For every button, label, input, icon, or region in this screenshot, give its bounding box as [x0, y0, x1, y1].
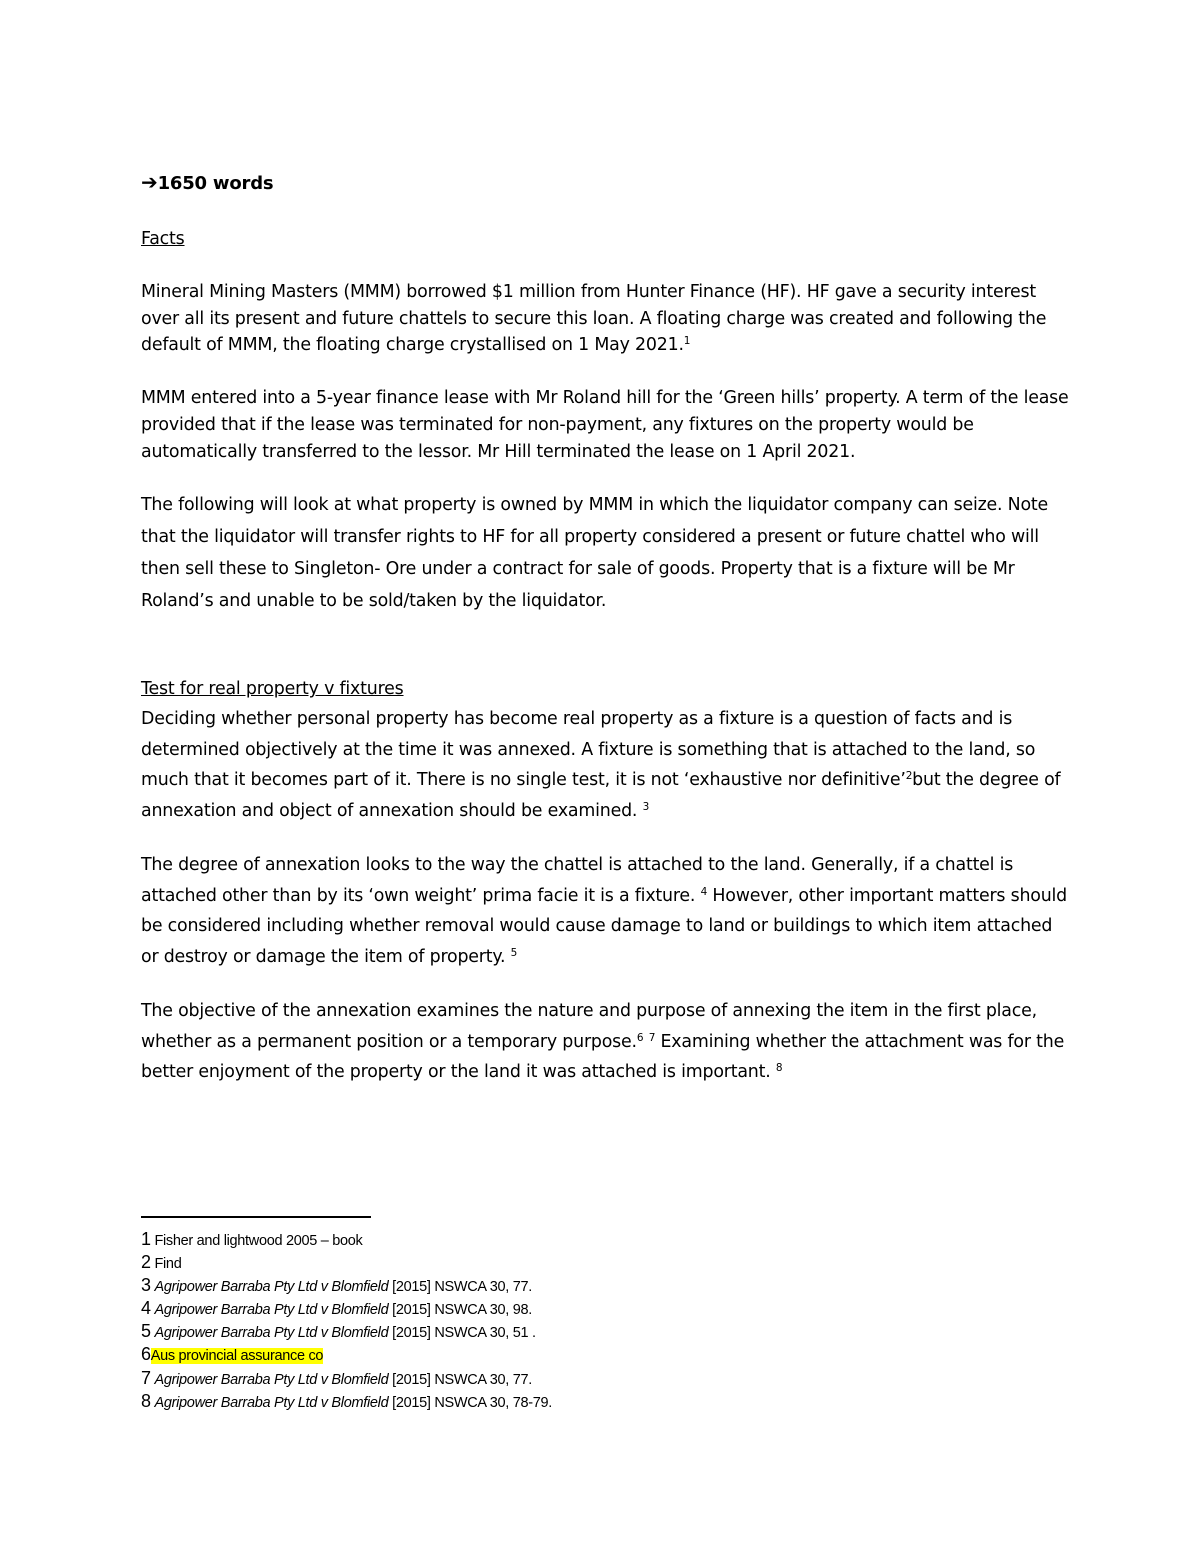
document-body	[141, 168, 1071, 1088]
footnote-7	[141, 1367, 552, 1390]
footnote-ref-8[interactable]: 8	[775, 1062, 783, 1075]
word-count-text: 1650 words	[157, 173, 274, 194]
footnote-3	[141, 1274, 552, 1297]
footnote-ref-4[interactable]: 4	[700, 885, 708, 898]
test-paragraph-1	[141, 704, 1071, 826]
test-paragraph-2-text-b: However, other important matters should be considered including whether removal would cause damage to land or buildings to which item attached or destroy or damage the item of property.	[141, 885, 1068, 967]
footnote-2	[141, 1251, 552, 1274]
test-paragraph-3-text-a: The objective of the annexation examines the nature and purpose of annexing the item in the first place, whether as a permanent position or a temporary purpose.	[141, 1001, 1037, 1052]
facts-heading: Facts	[141, 229, 185, 249]
test-heading: Test for real property v fixtures	[141, 679, 404, 700]
footnote-number: 8	[141, 1390, 151, 1411]
footnote-number: 3	[141, 1275, 151, 1296]
test-paragraph-1-text-a: Deciding whether personal property has become real property as a fixture is a question of facts and is determined objectively at the time it was annexed. A fixture is something that is attached to the land, so much that it becomes part of it. There is no single test, it is not ‘exhaustive nor definitive’	[141, 709, 1036, 791]
facts-paragraph-1-text: Mineral Mining Masters (MMM) borrowed $1 million from Hunter Finance (HF). HF gave a security interest over all its present and future chattels to secure this loan. A floating charge was created and following the default of MMM, the floating charge crystallised on 1 May 2021.	[141, 282, 1047, 356]
footnote-case-name: Agripower Barraba Pty Ltd v Blomfield	[154, 1371, 389, 1388]
footnote-ref-5[interactable]: 5	[510, 946, 518, 959]
footnote-citation: [2015] NSWCA 30, 98.	[392, 1302, 532, 1319]
footnote-case-name: Agripower Barraba Pty Ltd v Blomfield	[154, 1302, 389, 1319]
test-paragraph-3	[141, 996, 1071, 1088]
test-paragraph-1-text-b: but the degree of annexation and object of annexation should be examined.	[141, 770, 1061, 821]
footnote-4	[141, 1297, 552, 1320]
footnote-ref-6[interactable]: 6	[636, 1031, 644, 1044]
test-paragraph-2-text-a: The degree of annexation looks to the way the chattel is attached to the land. Generally, if a chattel is attached other than by its ‘own weight’ prima facie it is a fixture.	[141, 855, 1014, 906]
footnote-8	[141, 1390, 552, 1413]
footnote-citation: [2015] NSWCA 30, 78-79.	[392, 1394, 553, 1411]
footnote-case-name: Agripower Barraba Pty Ltd v Blomfield	[154, 1325, 389, 1342]
footnote-number: 1	[141, 1229, 151, 1249]
footnote-ref-1[interactable]: 1	[683, 335, 691, 348]
footnote-number: 5	[141, 1321, 151, 1342]
footnote-6	[141, 1343, 552, 1366]
footnote-number: 2	[141, 1252, 151, 1273]
facts-paragraph-3: The following will look at what property is owned by MMM in which the liquidator company can seize. Note that the liquidator will transfer rights to HF for all property considered a present or future chattel who will then sell these to Singleton- Ore under a contract for sale of goods. Property that is a fixture will be Mr Roland’s and unable to be sold/taken by the liquidator.	[141, 495, 1049, 612]
footnote-text: Find	[154, 1256, 182, 1273]
footnote-ref-2[interactable]: 2	[905, 770, 913, 783]
facts-paragraph-1	[141, 279, 1071, 359]
footnote-number: 7	[141, 1367, 151, 1388]
footnote-citation: [2015] NSWCA 30, 51 .	[392, 1325, 536, 1342]
footnote-separator	[141, 1216, 371, 1218]
footnote-ref-3[interactable]: 3	[642, 800, 650, 813]
footnote-1	[141, 1228, 552, 1251]
footnote-5	[141, 1320, 552, 1343]
footnotes	[141, 1228, 552, 1413]
footnote-number: 6	[141, 1344, 151, 1365]
footnote-text: Fisher and lightwood 2005 – book	[154, 1233, 363, 1249]
footnote-case-name: Agripower Barraba Pty Ltd v Blomfield	[154, 1279, 389, 1296]
footnote-case-name: Agripower Barraba Pty Ltd v Blomfield	[154, 1394, 389, 1411]
footnote-text-highlighted: Aus provincial assurance co	[150, 1348, 324, 1365]
footnote-number: 4	[141, 1298, 151, 1319]
facts-paragraph-2: MMM entered into a 5-year finance lease with Mr Roland hill for the ‘Green hills’ property. A term of the lease provided that if the lease was terminated for non-payment, any fixtures on the property would be automatically transferred to the lessor. Mr Hill terminated the lease on 1 April 2021.	[141, 388, 1069, 462]
word-count	[141, 168, 1071, 198]
footnote-citation: [2015] NSWCA 30, 77.	[392, 1371, 532, 1388]
footnote-citation: [2015] NSWCA 30, 77.	[392, 1279, 532, 1296]
test-paragraph-3-text-b: Examining whether the attachment was for the better enjoyment of the property or the land it was attached is important.	[141, 1031, 1065, 1083]
arrow-right-icon: ➔	[141, 170, 158, 194]
footnote-ref-7[interactable]: 7	[648, 1031, 656, 1044]
test-paragraph-2	[141, 850, 1071, 972]
